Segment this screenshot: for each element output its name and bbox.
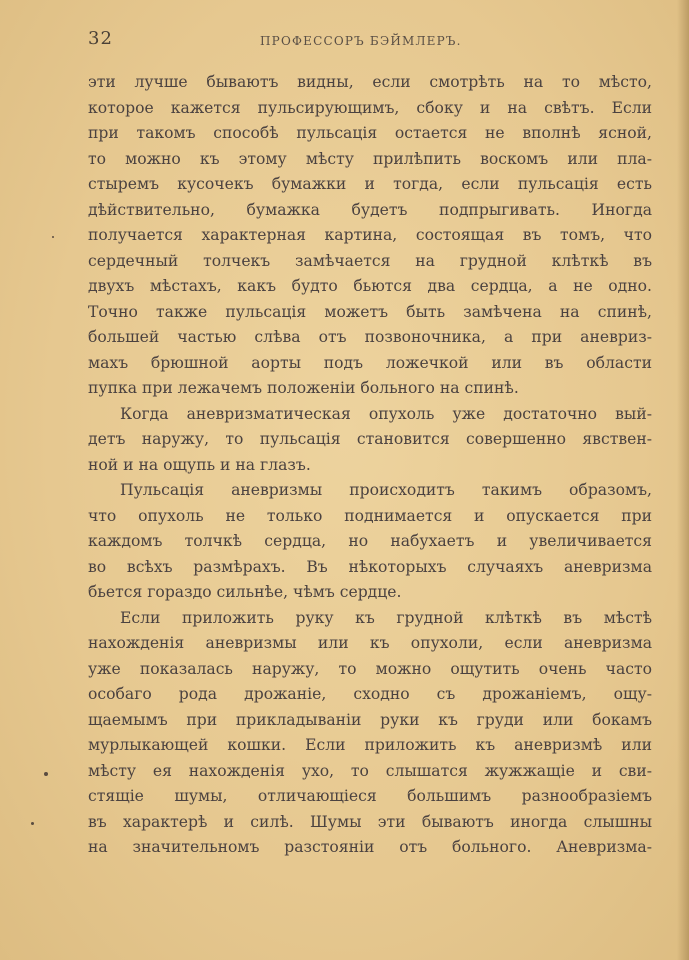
text-line: большей частью слѣва отъ позвоночника, а при аневриз- [88,328,652,346]
text-line: Если приложить руку къ грудной клѣткѣ въ мѣстѣ [120,608,652,627]
text-line: сердечный толчекъ замѣчается на грудной клѣткѣ въ [88,251,652,270]
text-line: что опухоль не только поднимается и опускается при [88,506,652,525]
text-line: бьется гораздо сильнѣе, чѣмъ сердце. [88,583,402,601]
text-line: детъ наружу, то пульсація становится совершенно явствен- [88,430,652,448]
text-line: нахожденія аневризмы или къ опухоли, если аневризма [88,634,652,652]
text-line: махъ брюшной аорты подъ ложечкой или въ области [88,353,652,372]
text-line: при такомъ способѣ пульсація остается не вполнѣ ясной, [88,124,652,142]
text-line: Когда аневризматическая опухоль уже достаточно вый- [120,404,652,423]
text-line: которое кажется пульсирующимъ, сбоку и на свѣтъ. Если [88,98,652,117]
text-line: дѣйствительно, бумажка будетъ подпрыгивать. Иногда [88,200,652,219]
page-header [88,28,653,52]
text-line: двухъ мѣстахъ, какъ будто бьются два сердца, а не одно. [88,277,652,295]
text-line: на значительномъ разстояніи отъ больного. Аневризма- [88,838,652,856]
text-line: въ характерѣ и силѣ. Шумы эти бываютъ иногда слышны [88,812,652,831]
text-line: ной и на ощупь и на глазъ. [88,455,311,474]
text-line: Точно также пульсація можетъ быть замѣчена на спинѣ, [88,302,652,321]
body-text [88,70,652,861]
text-line: во всѣхъ размѣрахъ. Въ нѣкоторыхъ случаяхъ аневризма [88,557,652,576]
page-number: 32 [88,28,113,49]
ink-speck [31,822,34,825]
text-line: получается характерная картина, состоящая въ томъ, что [88,226,652,244]
ink-speck [44,772,48,776]
running-title: ПРОФЕССОРЪ БЭЙМЛЕРЪ. [260,34,462,48]
text-line: пупка при лежачемъ положеніи больного на спинѣ. [88,379,519,397]
text-line: то можно къ этому мѣсту прилѣпить воскомъ или пла- [88,149,652,168]
text-line: особаго рода дрожаніе, сходно съ дрожаніемъ, ощу- [88,685,652,703]
text-line: мурлыкающей кошки. Если приложить къ аневризмѣ или [88,736,652,754]
text-line: каждомъ толчкѣ сердца, но набухаетъ и увеличивается [88,532,652,550]
text-line: стящіе шумы, отличающіеся большимъ разнообразіемъ [88,787,652,805]
text-line: щаемымъ при прикладываніи руки къ груди или бокамъ [88,710,652,729]
text-line: стыремъ кусочекъ бумажки и тогда, если пульсація есть [88,175,652,193]
text-line: Пульсація аневризмы происходитъ такимъ образомъ, [120,481,652,499]
text-line: эти лучше бываютъ видны, если смотрѣть на то мѣсто, [88,73,652,91]
text-line: мѣсту ея нахожденія ухо, то слышатся жужжащіе и сви- [88,761,652,780]
ink-speck [52,236,54,238]
text-line: уже показалась наружу, то можно ощутить очень часто [88,659,652,678]
